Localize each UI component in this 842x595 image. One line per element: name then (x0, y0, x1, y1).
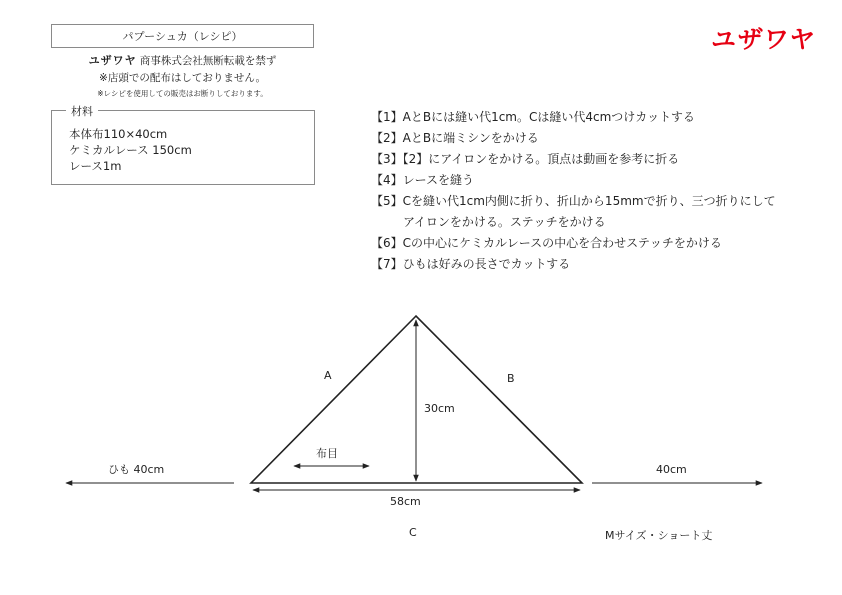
step-4: 【4】レースを縫う (371, 173, 475, 187)
tie-right-label: 40cm (656, 463, 687, 476)
step-5-continued: アイロンをかける。ステッチをかける (403, 215, 606, 229)
grain-label: 布目 (316, 447, 338, 460)
material-item: ケミカルレース 150cm (69, 143, 192, 157)
label-b: B (507, 372, 515, 385)
brand-logo: ユザワヤ (709, 25, 817, 54)
tie-left-label: ひも 40cm (108, 463, 165, 476)
material-item: 本体布110×40cm (69, 127, 168, 141)
recipe-title: パプーシュカ（レシピ） (122, 30, 243, 43)
height-label: 30cm (424, 402, 455, 415)
step-6: 【6】Cの中心にケミカルレースの中心を合わせステッチをかける (371, 236, 722, 250)
label-c: C (409, 526, 417, 539)
size-note: Mサイズ・ショート丈 (605, 529, 713, 542)
material-item: レース1m (69, 159, 122, 173)
step-7: 【7】ひもは好みの長さでカットする (371, 257, 571, 271)
base-label: 58cm (390, 495, 421, 508)
sales-notice: ※レシピを使用しての販売はお断りしております。 (97, 89, 268, 98)
label-a: A (324, 369, 332, 382)
store-notice: ※店頭での配布はしておりません。 (99, 72, 266, 84)
step-1: 【1】AとBには縫い代1cm。Cは縫い代4cmつけカットする (371, 110, 695, 124)
step-5: 【5】Cを縫い代1cm内側に折り、折山から15mmで折り、三つ折りにして (371, 194, 776, 208)
step-2: 【2】AとBに端ミシンをかける (371, 131, 539, 145)
copyright-text: 商事株式会社無断転載を禁ず (139, 55, 277, 67)
step-3: 【3】【2】にアイロンをかける。頂点は動画を参考に折る (371, 152, 680, 166)
materials-label: 材料 (66, 103, 98, 119)
copyright-brand: ユザワヤ (88, 54, 137, 67)
